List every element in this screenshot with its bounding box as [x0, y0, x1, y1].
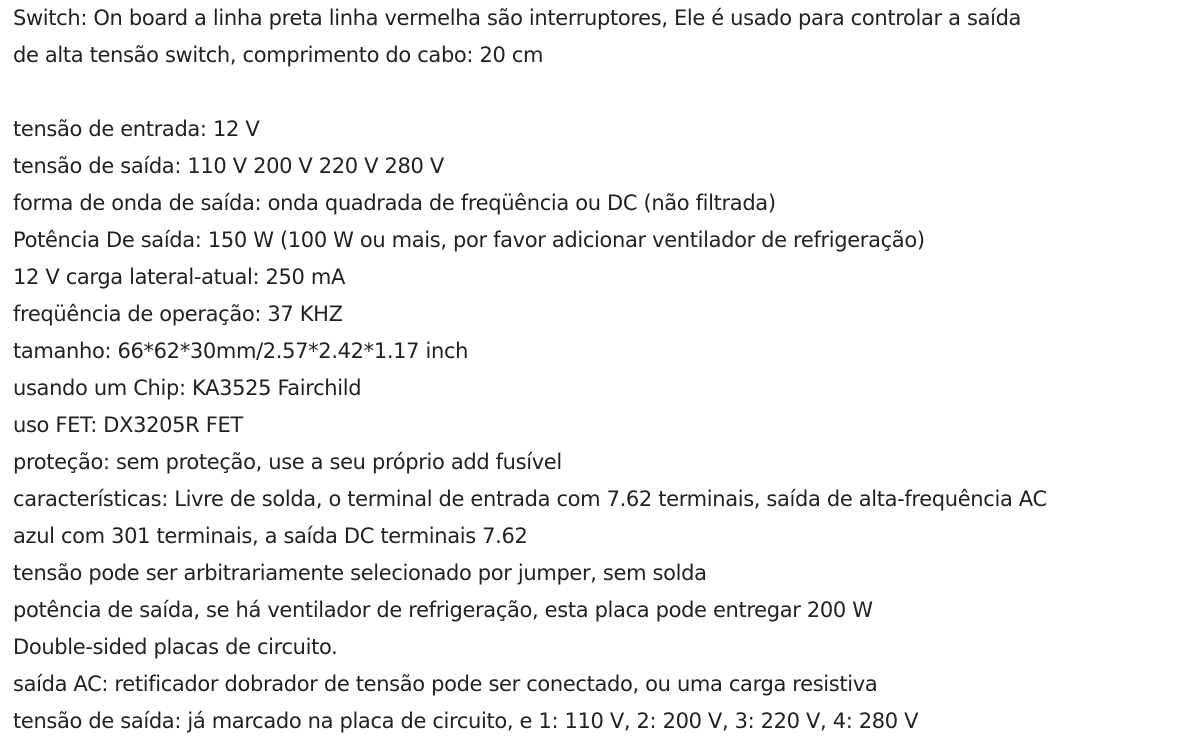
spec-line: tensão de saída: 110 V 200 V 220 V 280 V: [13, 154, 444, 178]
spec-line: tensão de entrada: 12 V: [13, 117, 260, 141]
spec-line: características: Livre de solda, o terminal de entrada com 7.62 terminais, saída de alta-frequência AC: [13, 487, 1047, 511]
spec-line: uso FET: DX3205R FET: [13, 413, 243, 437]
specs-list: [13, 111, 1198, 740]
spec-line: azul com 301 terminais, a saída DC terminais 7.62: [13, 524, 528, 548]
spec-line: Double-sided placas de circuito.: [13, 635, 338, 659]
intro-line: Switch: On board a linha preta linha vermelha são interruptores, Ele é usado para controlar a saída: [13, 6, 1022, 30]
spec-line: potência de saída, se há ventilador de refrigeração, esta placa pode entregar 200 W: [13, 598, 873, 622]
spec-line: Potência De saída: 150 W (100 W ou mais, por favor adicionar ventilador de refrigeração): [13, 228, 925, 252]
spec-line: freqüência de operação: 37 KHZ: [13, 302, 343, 326]
spec-line: tamanho: 66*62*30mm/2.57*2.42*1.17 inch: [13, 339, 469, 363]
product-description: [13, 0, 1198, 740]
spec-line: tensão de saída: já marcado na placa de circuito, e 1: 110 V, 2: 200 V, 3: 220 V, 4: 280 V: [13, 709, 919, 733]
spec-line: tensão pode ser arbitrariamente selecionado por jumper, sem solda: [13, 561, 707, 585]
spec-line: saída AC: retificador dobrador de tensão pode ser conectado, ou uma carga resistiva: [13, 672, 878, 696]
spec-line: forma de onda de saída: onda quadrada de freqüência ou DC (não filtrada): [13, 191, 776, 215]
intro-line: de alta tensão switch, comprimento do cabo: 20 cm: [13, 43, 544, 67]
spec-line: proteção: sem proteção, use a seu próprio add fusível: [13, 450, 562, 474]
paragraph-spacer: [13, 74, 1198, 111]
spec-line: usando um Chip: KA3525 Fairchild: [13, 376, 362, 400]
spec-line: 12 V carga lateral-atual: 250 mA: [13, 265, 346, 289]
intro-paragraph: [13, 0, 1198, 74]
